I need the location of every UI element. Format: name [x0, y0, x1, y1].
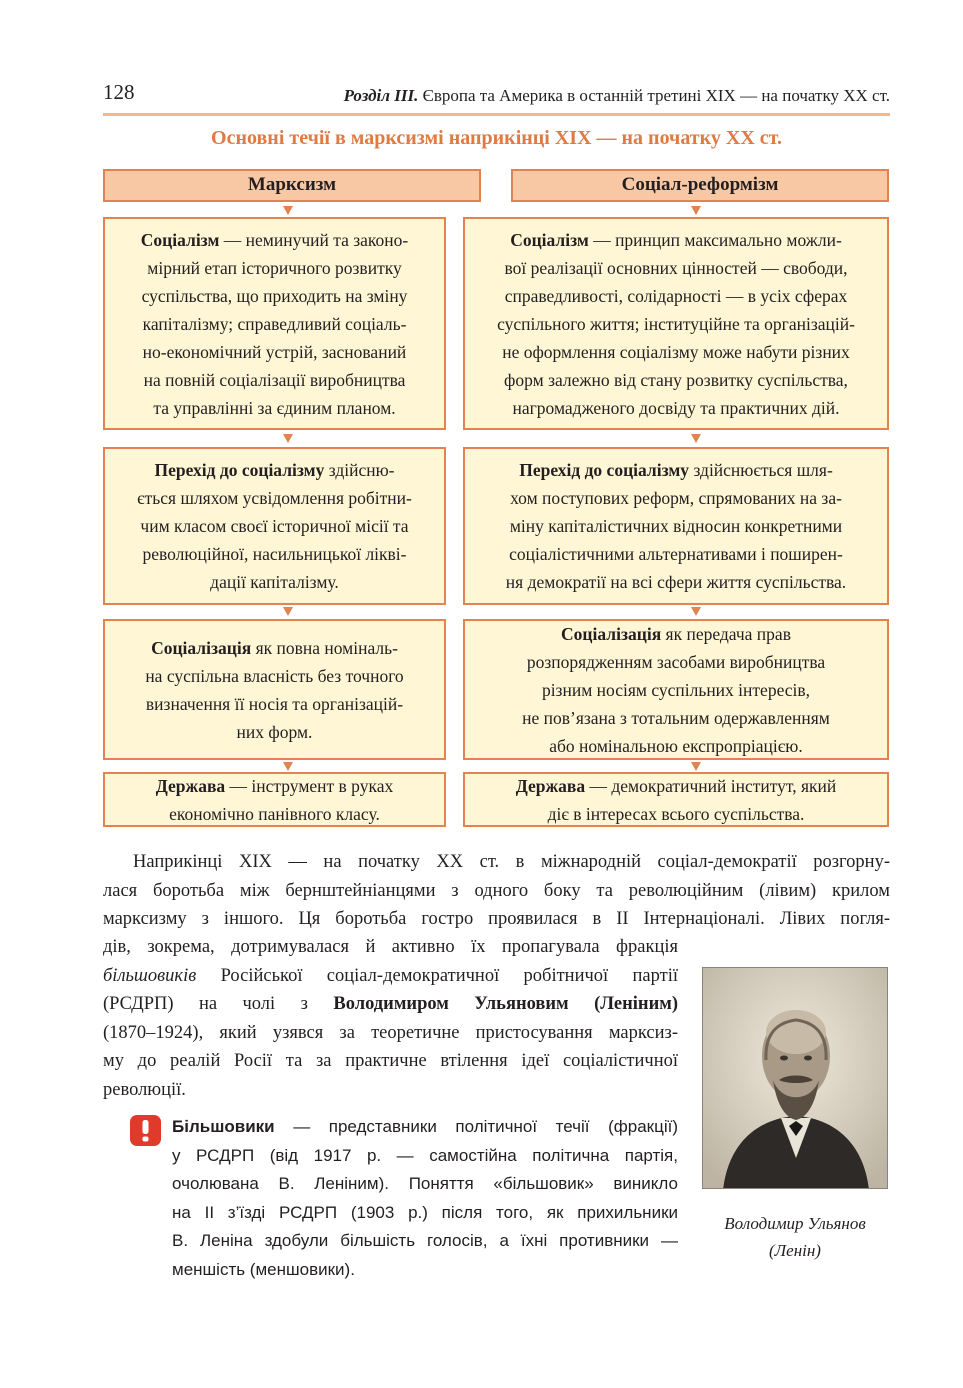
- text-line: мірний етап історичного розвитку: [147, 257, 402, 278]
- text-line: на суспільна власність без точного: [145, 665, 404, 686]
- arrow-down: [691, 434, 701, 443]
- definition-text: [172, 1113, 678, 1284]
- text-line: (1870–1924), який узявся за теоретичне пристосування марксиз-: [103, 1022, 678, 1043]
- text-line: — інструмент в руках: [229, 775, 394, 796]
- social-reformism-heading: Соціал-реформізм: [511, 169, 889, 202]
- text-line: справедливості, солідарності — в усіх сферах: [504, 285, 848, 306]
- text-segment: — представники політичної течії (фракції): [274, 1117, 678, 1136]
- diagram-title: Основні течії в марксизмі наприкінці ХІХ — на початку ХХ ст.: [211, 127, 782, 149]
- text-line: різним носіям суспільних інтересів,: [541, 679, 811, 700]
- text-line: не оформлення соціалізму може набути різних: [502, 341, 850, 362]
- left-transition-box: [103, 447, 446, 605]
- text-line: суспільного життя; інституційне та організацій-: [497, 313, 855, 334]
- text-line: у РСДРП (від 1917 р. — самостійна політична партія,: [172, 1145, 678, 1165]
- text-line: міну капіталістичних відносин конкретними: [509, 516, 843, 536]
- left-socialism-box: [103, 217, 446, 430]
- text-line: форм залежно від стану розвитку суспільства,: [504, 369, 848, 390]
- right-socialism-box: [463, 217, 889, 430]
- definition-term: Більшовики: [172, 1117, 275, 1136]
- right-state-box: [463, 772, 889, 827]
- text-line: революції.: [103, 1079, 186, 1100]
- text-line: здійснюється шля-: [693, 460, 833, 480]
- text-line: розпорядженням засобами виробництва: [526, 651, 826, 672]
- arrow-down: [691, 607, 701, 616]
- text-segment: Російської соціал-демократичної робітничої партії: [196, 965, 678, 986]
- text-line: дів, зокрема, дотримувалася й активно їх пропагувала фракція: [103, 937, 678, 957]
- right-socialization-box: [463, 619, 889, 760]
- caption-line: (Ленін): [769, 1241, 821, 1260]
- portrait-illustration: [703, 968, 888, 1189]
- arrow-down: [691, 762, 701, 771]
- arrow-down: [691, 206, 701, 215]
- bold-name: Володимиром Ульяновим (Леніним): [333, 994, 679, 1014]
- term: Держава: [515, 775, 586, 796]
- arrow-down: [283, 607, 293, 616]
- text-line: [172, 1113, 678, 1142]
- caption-line: Володимир Ульянов: [724, 1214, 866, 1233]
- text-line: му до реалій Росії та за практичне втілення ідеї соціалістичної: [103, 1051, 678, 1071]
- marxism-heading: Марксизм: [103, 169, 481, 202]
- term: Соціалізм: [140, 229, 220, 250]
- text-line: [103, 990, 678, 1019]
- text-line: — принцип максимально можли-: [593, 229, 842, 250]
- term: Соціалізація: [151, 637, 252, 658]
- portrait-photo: [702, 967, 888, 1189]
- left-state-box: [103, 772, 446, 827]
- term: Соціалізація: [561, 623, 662, 644]
- left-socialization-box: [103, 619, 446, 760]
- section-label: Розділ ІІІ.: [343, 86, 419, 105]
- text-line: як передача прав: [665, 623, 791, 644]
- section-title: Європа та Америка в останній третині ХІХ — на початку ХХ ст.: [422, 86, 890, 105]
- text-line: нагромадженого досвіду та практичних дій.: [512, 397, 840, 418]
- text-segment: (РСДРП) на чолі з: [103, 994, 334, 1014]
- text-line: на ІІ з’їзді РСДРП (1903 р.) після того, як прихильники: [172, 1202, 678, 1222]
- text-line: не пов’язана з тотальним одержавленням: [522, 707, 830, 728]
- text-line: визначення її носія та організацій-: [145, 693, 404, 714]
- term: Держава: [155, 775, 226, 796]
- text-line: очолювана В. Леніним). Поняття «більшовик» виникло: [172, 1174, 678, 1193]
- right-transition-box: [463, 447, 889, 605]
- text-line: В. Леніна здобули більшість голосів, а їхні противники —: [172, 1231, 678, 1250]
- text-line: та управлінні за єдиним планом.: [153, 397, 396, 418]
- text-line: суспільства, що приходить на зміну: [141, 285, 408, 306]
- photo-caption: [690, 1210, 900, 1264]
- arrow-down: [283, 206, 293, 215]
- term: Перехід до соціалізму: [519, 460, 690, 480]
- exclamation-glyph: [130, 1115, 161, 1146]
- text-line: капіталізму; справедливий соціаль-: [142, 313, 407, 334]
- text-line: них форм.: [236, 721, 313, 742]
- text-line: — демократичний інститут, який: [589, 775, 837, 796]
- text-line: марксизму з іншого. Ця боротьба гостро проявилася в ІІ Інтернаціоналі. Лівих погля-: [103, 909, 890, 929]
- text-line: як повна номіналь-: [255, 637, 398, 658]
- body-paragraph-side: [103, 933, 678, 1104]
- text-line: здійсню-: [328, 460, 395, 480]
- header-rule: [103, 113, 890, 116]
- arrow-down: [283, 434, 293, 443]
- text-line: дації капіталізму.: [210, 572, 339, 592]
- text-line: Наприкінці ХІХ — на початку ХХ ст. в міжнародній соціал-демократії розгорну-: [133, 852, 890, 872]
- text-line: діє в інтересах всього суспільства.: [547, 803, 805, 824]
- text-line: економічно панівного класу.: [169, 803, 380, 824]
- text-line: [103, 962, 678, 991]
- text-line: хом поступових реформ, спрямованих на за-: [510, 488, 842, 508]
- exclamation-icon: [130, 1115, 161, 1146]
- italic-term: більшовиків: [103, 965, 197, 986]
- text-line: на повній соціалізації виробництва: [143, 369, 406, 390]
- term: Перехід до соціалізму: [154, 460, 325, 480]
- arrow-down: [283, 762, 293, 771]
- text-line: меншість (меншовики).: [172, 1259, 355, 1279]
- text-line: або номінальною експропріацією.: [549, 735, 803, 756]
- term: Соціалізм: [510, 229, 589, 250]
- text-line: но-економічний устрій, заснований: [142, 341, 407, 362]
- page-number: 128: [103, 80, 135, 104]
- text-line: соціалістичними альтернативами і поширен-: [509, 544, 843, 564]
- text-line: революційної, насильницької ліквi-: [142, 544, 407, 564]
- running-head: [344, 86, 890, 106]
- text-line: — неминучий та законо-: [223, 229, 409, 250]
- body-paragraph-top: [103, 848, 890, 934]
- text-line: ється шляхом усвідомлення робітни-: [137, 488, 412, 508]
- text-line: вої реалізації основних цінностей — свободи,: [504, 257, 848, 278]
- text-line: лася боротьба між бернштейніанцями з одного боку та революційним (лівим) крилом: [103, 880, 890, 901]
- text-line: чим класом своєї історичної місії та: [140, 516, 409, 536]
- text-line: ня демократії на всі сфери життя суспільства.: [505, 572, 847, 592]
